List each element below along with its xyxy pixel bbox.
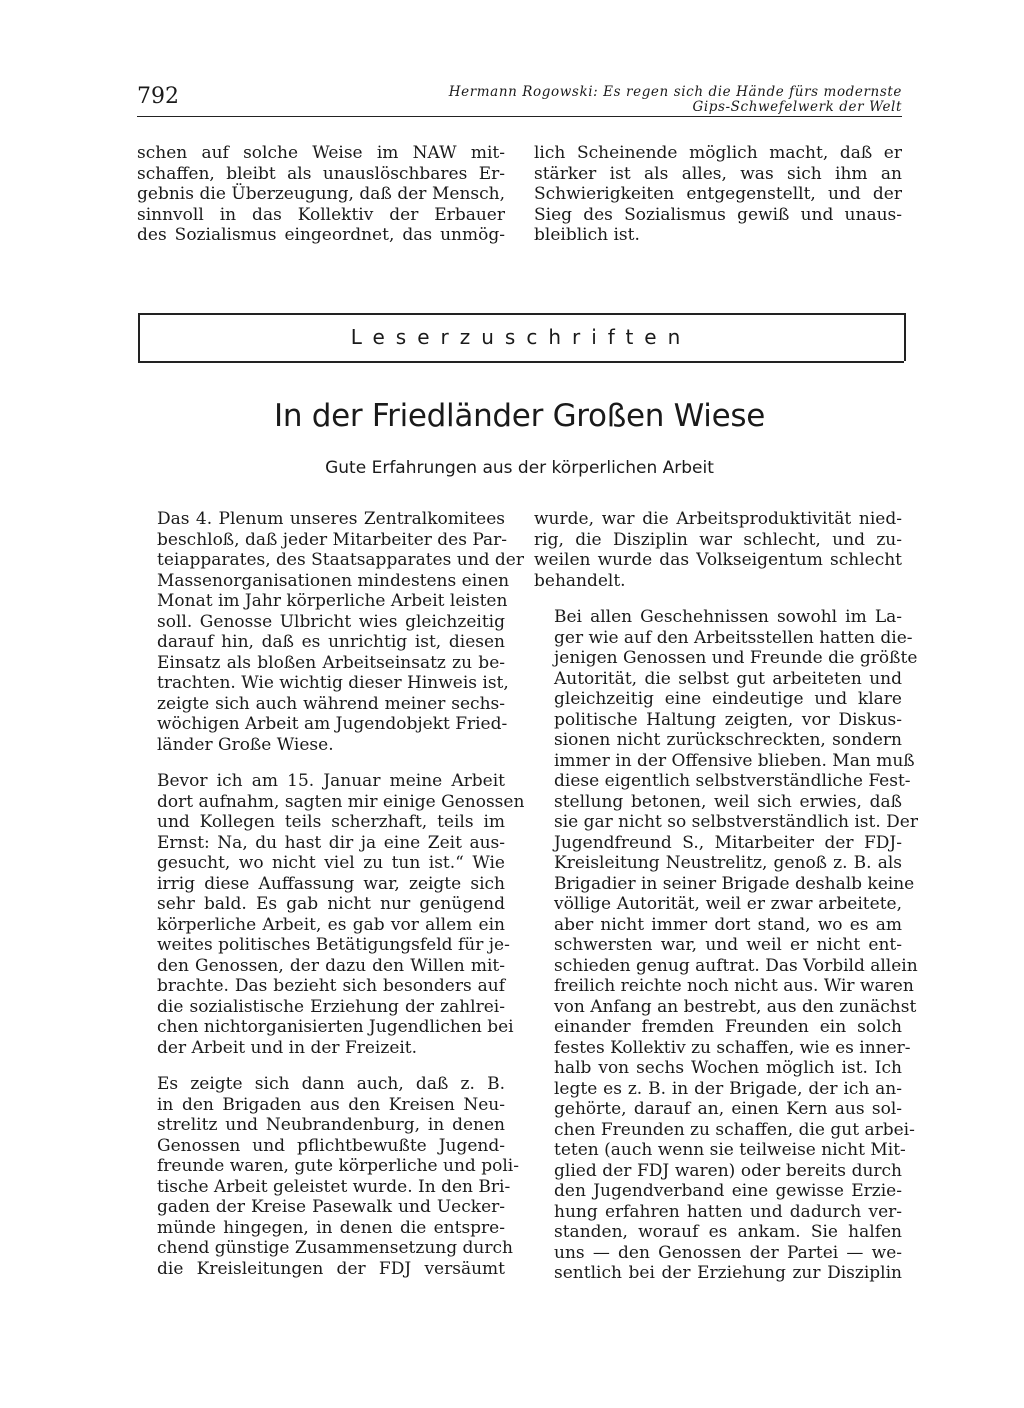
- text-line: schaffen, bleibt als unauslöschbares Er-: [137, 163, 505, 184]
- text-line: uns — den Genossen der Partei — we-: [554, 1242, 902, 1263]
- text-line: schieden genug auftrat. Das Vorbild allein: [554, 955, 918, 976]
- text-line: und Kollegen teils scherzhaft, teils im: [157, 812, 505, 832]
- text-line: Sieg des Sozialismus gewiß und unaus-: [534, 204, 902, 225]
- text-line: gebnis die Überzeugung, daß der Mensch,: [137, 184, 505, 204]
- text-line: chen nichtorganisierten Jugendlichen bei: [157, 1017, 514, 1037]
- article-column-right: [534, 509, 918, 1284]
- text-line: glied der FDJ waren) oder bereits durch: [554, 1160, 902, 1181]
- intro-paragraph: [137, 143, 505, 246]
- text-line: gesucht, wo nicht viel zu tun ist.“ Wie: [157, 853, 505, 873]
- text-line: tische Arbeit geleistet wurde. In den Bri-: [157, 1176, 511, 1197]
- rubric-rule-top: [138, 313, 904, 315]
- text-line: schwersten war, und weil er nicht ent-: [554, 935, 902, 955]
- text-line: strelitz und Neubrandenburg, in denen: [157, 1115, 505, 1135]
- text-line: einander fremden Freunden ein solch: [554, 1017, 902, 1037]
- article-subtitle: Gute Erfahrungen aus der körperlichen Arbeit: [325, 458, 714, 478]
- text-line: Es zeigte sich dann auch, daß z. B.: [157, 1074, 505, 1094]
- header-rule: [137, 116, 902, 117]
- article-paragraph: [534, 607, 918, 1284]
- text-line: weilen wurde das Volkseigentum schlecht: [534, 550, 902, 570]
- text-line: gleichzeitig eine eindeutige und klare: [554, 689, 902, 709]
- page-number: 792: [137, 84, 179, 109]
- text-line: diese eigentlich selbstverständliche Fest-: [554, 771, 911, 791]
- intro-paragraph: [534, 143, 902, 246]
- text-line: von Anfang an bestrebt, aus den zunächst: [554, 996, 917, 1017]
- text-line: soll. Genosse Ulbricht wies gleichzeitig: [157, 611, 505, 632]
- text-line: Kreisleitung Neustrelitz, genoß z. B. als: [554, 853, 902, 873]
- running-head-line: Gips-Schwefelwerk der Welt: [692, 99, 902, 115]
- text-line: chen Freunden zu schaffen, die gut arbei-: [554, 1119, 915, 1140]
- text-line: freilich reichte noch nicht aus. Wir waren: [554, 976, 914, 996]
- text-line: jenigen Genossen und Freunde die größte: [554, 648, 918, 668]
- text-line: ger wie auf den Arbeitsstellen hatten die-: [554, 627, 913, 648]
- text-line: völlige Autorität, weil er zwar arbeitete,: [554, 894, 902, 914]
- text-line: zeigte sich auch während meiner sechs-: [157, 693, 505, 714]
- article-paragraph: [137, 509, 524, 755]
- intro-column-right: [534, 143, 902, 246]
- text-line: gaden der Kreise Pasewalk und Uecker-: [157, 1197, 505, 1217]
- text-line: chend günstige Zusammensetzung durch: [157, 1238, 513, 1258]
- text-line: darauf hin, daß es unrichtig ist, diesen: [157, 632, 505, 652]
- text-line: festes Kollektiv zu schaffen, wie es inner-: [554, 1037, 911, 1058]
- text-line: sionen nicht zurückschreckten, sondern: [554, 730, 902, 750]
- text-line: brachte. Das bezieht sich besonders auf: [157, 976, 505, 996]
- text-line: länder Große Wiese.: [157, 734, 334, 755]
- article-title: In der Friedländer Großen Wiese: [273, 398, 765, 434]
- text-line: halb von sechs Wochen möglich ist. Ich: [554, 1058, 902, 1078]
- text-line: politische Haltung zeigten, vor Diskus-: [554, 709, 902, 730]
- text-line: Monat im Jahr körperliche Arbeit leisten: [157, 591, 508, 611]
- article-paragraph: [137, 771, 525, 1058]
- text-line: sehr bald. Es gab nicht nur genügend: [157, 894, 505, 914]
- text-line: irrig diese Auffassung war, zeigte sich: [157, 873, 505, 894]
- text-line: Schwierigkeiten entgegenstellt, und der: [534, 184, 902, 204]
- text-line: Einsatz als bloßen Arbeitseinsatz zu be-: [157, 652, 505, 673]
- text-line: sentlich bei der Erziehung zur Disziplin: [554, 1263, 902, 1283]
- text-line: lich Scheinende möglich macht, daß er: [534, 143, 902, 163]
- text-line: standen, worauf es ankam. Sie halfen: [554, 1222, 902, 1242]
- text-line: legte es z. B. in der Brigade, der ich an-: [554, 1078, 902, 1099]
- text-line: sie gar nicht so selbstverständlich ist. Der: [554, 812, 918, 832]
- rubric-rule-bottom: [138, 361, 904, 363]
- text-line: stellung betonen, weil sich erwies, daß: [554, 791, 902, 812]
- text-line: teiapparates, des Staatsapparates und der: [157, 550, 524, 570]
- text-line: die Kreisleitungen der FDJ versäumt: [157, 1258, 505, 1279]
- text-line: immer in der Offensive blieben. Man muß: [554, 750, 915, 771]
- text-line: gehörte, darauf an, einen Kern aus sol-: [554, 1099, 902, 1119]
- text-line: körperliche Arbeit, es gab vor allem ein: [157, 914, 505, 935]
- text-line: Das 4. Plenum unseres Zentralkomitees: [157, 509, 505, 529]
- text-line: Massenorganisationen mindestens einen: [157, 570, 510, 591]
- text-line: schen auf solche Weise im NAW mit-: [137, 143, 505, 163]
- text-line: freunde waren, gute körperliche und poli-: [157, 1156, 519, 1176]
- text-line: bleiblich ist.: [534, 225, 640, 245]
- text-line: den Genossen, der dazu den Willen mit-: [157, 955, 505, 976]
- article-paragraph: [534, 509, 902, 591]
- section-rubric: Leserzuschriften: [350, 325, 692, 349]
- text-line: wurde, war die Arbeitsproduktivität nied-: [534, 509, 902, 529]
- text-line: hung erfahren hatten und dadurch ver-: [554, 1201, 902, 1222]
- text-line: Bevor ich am 15. Januar meine Arbeit: [157, 771, 505, 791]
- text-line: Brigadier in seiner Brigade deshalb keine: [554, 873, 915, 894]
- text-line: die sozialistische Erziehung der zahlrei-: [157, 996, 505, 1017]
- text-line: rig, die Disziplin war schlecht, und zu-: [534, 529, 902, 550]
- article-paragraph: [137, 1074, 519, 1279]
- article-column-left: [137, 509, 525, 1279]
- text-line: Ernst: Na, du hast dir ja eine Zeit aus-: [157, 832, 505, 853]
- text-line: in den Brigaden aus den Kreisen Neu-: [157, 1094, 505, 1115]
- text-line: behandelt.: [534, 570, 626, 591]
- intro-column-left: [137, 143, 505, 246]
- text-line: dort aufnahm, sagten mir einige Genossen: [157, 791, 525, 812]
- text-line: aber nicht immer dort stand, wo es am: [554, 914, 902, 935]
- text-line: münde hingegen, in denen die entspre-: [157, 1217, 505, 1238]
- text-line: des Sozialismus eingeordnet, das unmög-: [137, 225, 505, 245]
- text-line: teten (auch wenn sie teilweise nicht Mit-: [554, 1140, 906, 1160]
- text-line: der Arbeit und in der Freizeit.: [157, 1037, 418, 1058]
- text-line: Jugendfreund S., Mitarbeiter der FDJ-: [554, 832, 902, 853]
- text-line: trachten. Wie wichtig dieser Hinweis ist,: [157, 673, 509, 693]
- text-line: beschloß, daß jeder Mitarbeiter des Par-: [157, 529, 508, 550]
- text-line: stärker ist als alles, was sich ihm an: [534, 163, 902, 184]
- text-line: den Jugendverband eine gewisse Erzie-: [554, 1181, 902, 1201]
- text-line: weites politisches Betätigungsfeld für je-: [157, 935, 510, 955]
- text-line: wöchigen Arbeit am Jugendobjekt Fried-: [157, 714, 508, 734]
- text-line: Autorität, die selbst gut arbeiteten und: [554, 668, 902, 689]
- text-line: sinnvoll in das Kollektiv der Erbauer: [137, 204, 505, 225]
- running-head-line: Hermann Rogowski: Es regen sich die Hände fürs modernste: [448, 84, 902, 100]
- running-head: [400, 85, 902, 115]
- text-line: Bei allen Geschehnissen sowohl im La-: [554, 607, 902, 627]
- text-line: Genossen und pflichtbewußte Jugend-: [157, 1135, 505, 1156]
